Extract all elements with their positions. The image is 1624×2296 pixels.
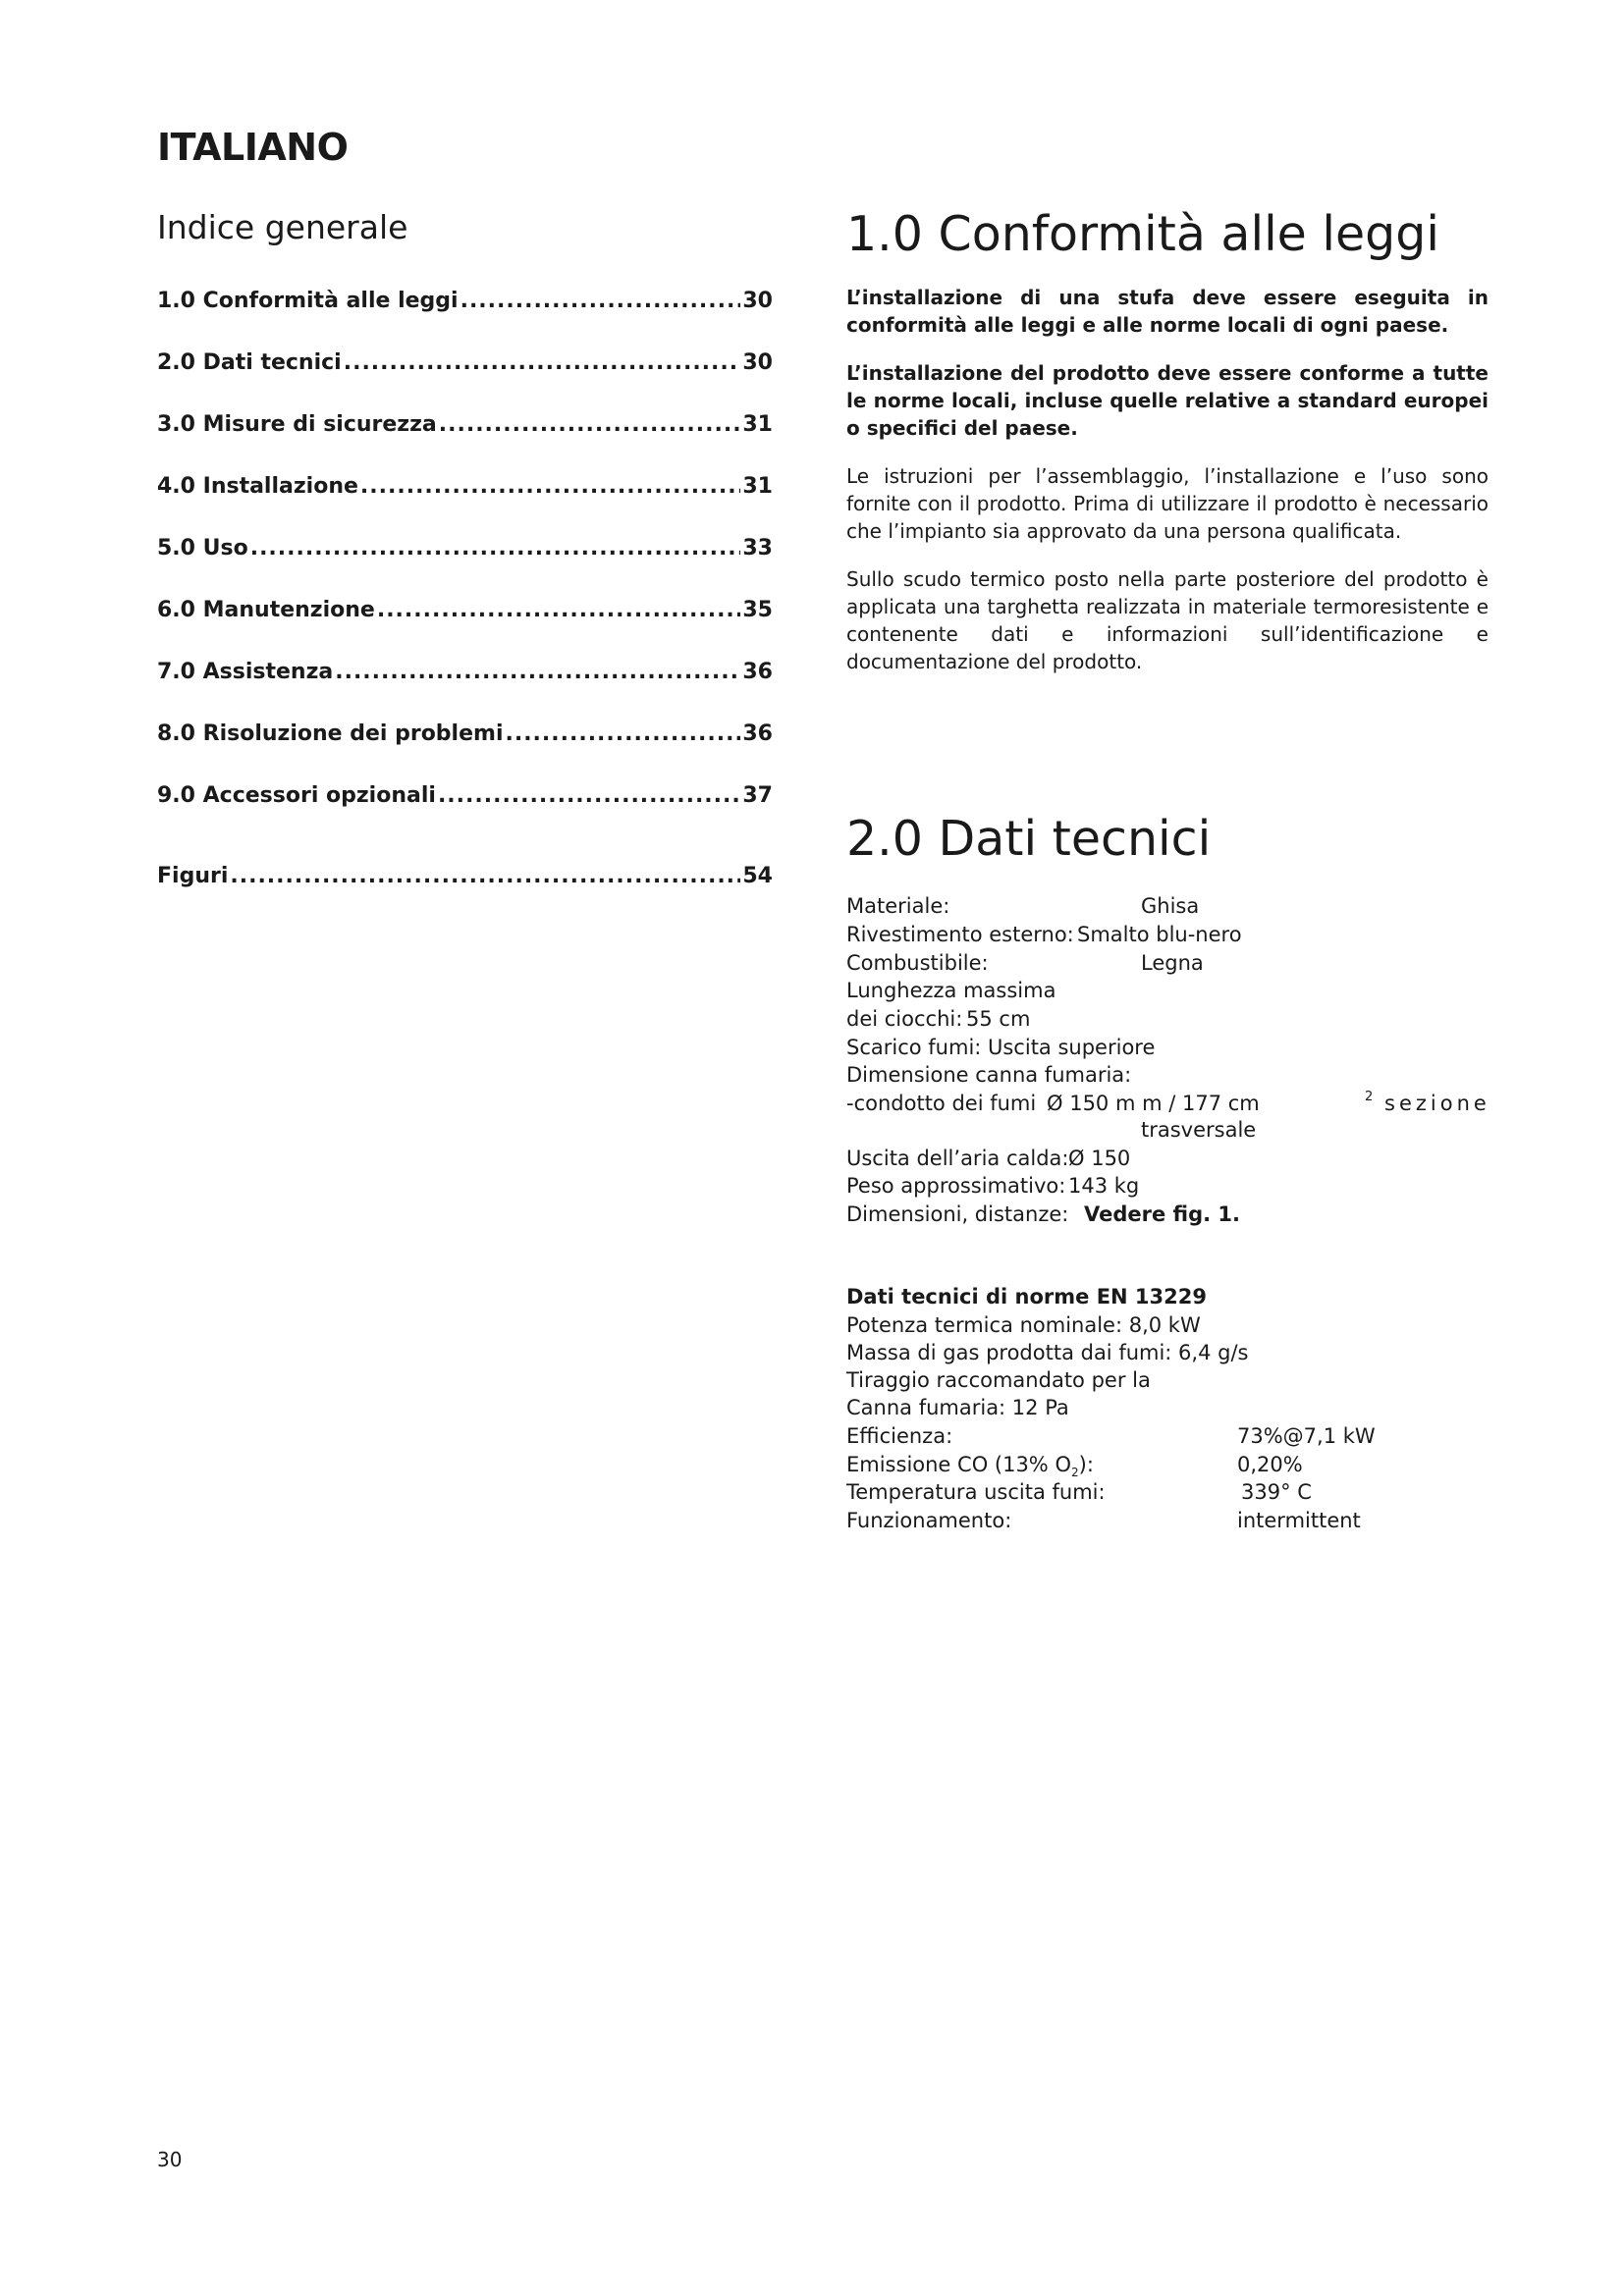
toc-item-label: 3.0 Misure di sicurezza — [157, 412, 437, 437]
toc-item-label: 5.0 Uso — [157, 536, 248, 561]
toc-leader — [438, 783, 740, 808]
spec-label: Efficienza: — [846, 1424, 953, 1448]
section1-para1: L’installazione di una stufa deve essere eseguita in conformità alle leggi e alle norme locali di ogni paese. — [846, 286, 1489, 337]
spec-label: Funzionamento: — [846, 1509, 1012, 1532]
toc-leader — [505, 721, 740, 746]
toc-leader — [377, 598, 741, 622]
toc-item-label: 8.0 Risoluzione dei problemi — [157, 721, 504, 746]
toc-item-page: 36 — [742, 721, 773, 746]
toc-leader — [360, 474, 740, 499]
toc-item-page: 31 — [742, 474, 773, 499]
toc-item[interactable] — [157, 474, 773, 499]
toc-item[interactable] — [157, 783, 773, 808]
toc-item-page: 30 — [742, 289, 773, 313]
section1-body — [846, 284, 1489, 675]
spec-value: Smalto blu-nero — [1077, 923, 1242, 946]
language-heading: ITALIANO — [157, 126, 349, 169]
toc-item-page: 33 — [742, 536, 773, 561]
toc-leader — [344, 350, 741, 375]
section1-para3: Le istruzioni per l’assemblaggio, l’installazione e l’uso sono fornite con il prodotto. Prima di utilizzare il prodotto è necessario che l’impianto sia approvato da una persona qualificata. — [846, 464, 1489, 543]
spec-value: trasversale — [1141, 1118, 1257, 1142]
spec-line: Massa di gas prodotta dai fumi: 6,4 g/s — [846, 1341, 1249, 1364]
toc-item[interactable] — [157, 536, 773, 561]
spec-line: Tiraggio raccomandato per la — [846, 1368, 1151, 1392]
spec-label: Materiale: — [846, 894, 950, 918]
section1-title: 1.0 Conformità alle leggi — [846, 206, 1439, 262]
page-number: 30 — [157, 2148, 183, 2171]
toc-item-label: 9.0 Accessori opzionali — [157, 783, 436, 808]
toc-item-label: 7.0 Assistenza — [157, 660, 334, 684]
toc-item-label: 6.0 Manutenzione — [157, 598, 375, 622]
spec-label: -condotto dei fumi — [846, 1092, 1037, 1115]
toc-leader — [335, 660, 740, 684]
section1-para4: Sullo scudo termico posto nella parte posteriore del prodotto è applicata una targhetta realizzata in materiale termoresistente e contenente dati e informazioni sull’identificazione e documentazione del prodotto. — [846, 567, 1489, 673]
spec-label: Uscita dell’aria calda: — [846, 1147, 1069, 1170]
spec-value: 73%@7,1 kW — [1237, 1424, 1376, 1448]
toc-item[interactable] — [157, 660, 773, 684]
toc-leader — [439, 412, 741, 437]
spec-label: Rivestimento esterno: — [846, 923, 1074, 946]
spec-value: intermittent — [1237, 1509, 1361, 1532]
norme-title: Dati tecnici di norme EN 13229 — [846, 1285, 1207, 1308]
spec-value: sezione — [1384, 1092, 1490, 1115]
spec-value: Vedere fig. 1. — [1084, 1202, 1241, 1226]
spec-value: 55 cm — [966, 1007, 1031, 1031]
spec-label: Peso approssimativo: — [846, 1174, 1066, 1198]
spec-label: dei ciocchi: — [846, 1007, 963, 1031]
spec-line: Potenza termica nominale: 8,0 kW — [846, 1313, 1201, 1337]
spec-value: Ghisa — [1141, 894, 1200, 918]
spec-label: Dimensioni, distanze: — [846, 1202, 1069, 1226]
toc-leader — [250, 536, 741, 561]
spec-label: Temperatura uscita fumi: — [846, 1480, 1106, 1504]
spec-value: Ø 150 m m / 177 cm — [1047, 1092, 1260, 1115]
toc-item-page: 36 — [742, 660, 773, 684]
toc-item-label: 4.0 Installazione — [157, 474, 358, 499]
spec-value: 143 kg — [1068, 1174, 1140, 1198]
spec-label: Emissione CO (13% $O_2$): — [846, 1453, 1094, 1480]
spec-value: 339° C — [1241, 1480, 1312, 1504]
toc-item-page: 31 — [742, 412, 773, 437]
toc-item[interactable] — [157, 598, 773, 622]
spec-label: Lunghezza massima — [846, 979, 1056, 1002]
spec-label: Dimensione canna fumaria: — [846, 1063, 1132, 1087]
toc-item[interactable] — [157, 721, 773, 746]
toc-item[interactable] — [157, 864, 773, 888]
toc-item-page: 54 — [742, 864, 773, 888]
toc-item-page: 30 — [742, 350, 773, 375]
toc-item-page: 37 — [742, 783, 773, 808]
spec-label: Scarico fumi: — [846, 1036, 982, 1059]
spec-value: 0,20% — [1237, 1453, 1303, 1476]
spec-label: Combustibile: — [846, 951, 989, 975]
spec-value: Uscita superiore — [988, 1036, 1156, 1059]
toc-leader — [460, 289, 741, 313]
toc-leader — [230, 864, 740, 888]
toc-item-page: 35 — [742, 598, 773, 622]
toc-item[interactable] — [157, 350, 773, 375]
spec-value: Ø 150 — [1068, 1147, 1131, 1170]
toc-item[interactable] — [157, 289, 773, 313]
toc-item[interactable] — [157, 412, 773, 437]
spec-line: Canna fumaria: 12 Pa — [846, 1396, 1069, 1419]
section2-title: 2.0 Dati tecnici — [846, 811, 1212, 867]
toc-item-label: Figuri — [157, 864, 229, 888]
toc-title: Indice generale — [157, 208, 408, 246]
toc-item-label: 2.0 Dati tecnici — [157, 350, 342, 375]
spec-value: Legna — [1141, 951, 1204, 975]
toc-item-label: 1.0 Conformità alle leggi — [157, 289, 459, 313]
superscript: 2 — [1365, 1090, 1374, 1104]
section1-para2: L’installazione del prodotto deve essere conforme a tutte le norme locali, incluse quelle relative a standard europei o specifici del paese. — [846, 361, 1489, 440]
